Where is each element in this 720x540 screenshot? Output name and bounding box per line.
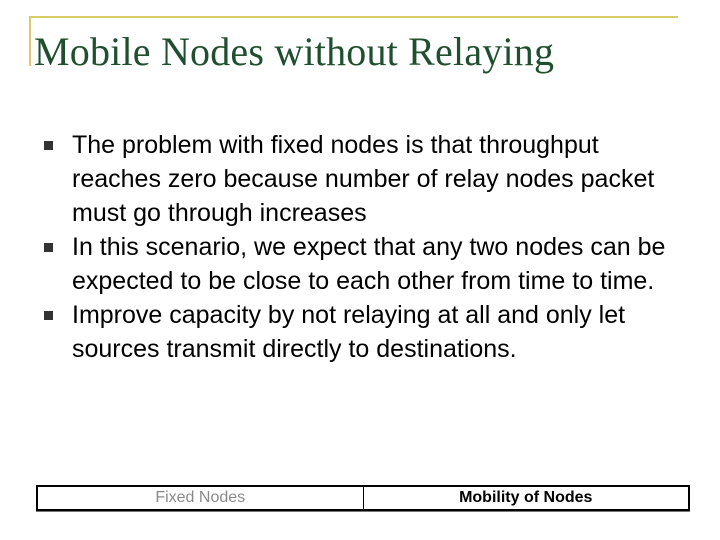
bullet-item-2 <box>40 230 680 298</box>
bullet-text-2: In this scenario, we expect that any two nodes can be expected to be close to each other from time to time. <box>72 233 666 295</box>
square-bullet-icon <box>44 311 53 320</box>
bullet-item-3 <box>40 298 680 366</box>
section-nav-bar <box>36 485 690 511</box>
bullet-item-1 <box>40 128 680 230</box>
square-bullet-icon <box>44 141 53 150</box>
bullet-text-1: The problem with fixed nodes is that throughput reaches zero because number of relay nodes packet must go through increases <box>72 131 655 227</box>
fixed-nodes-link[interactable]: Fixed Nodes <box>155 489 246 506</box>
title-frame-top-line <box>29 16 678 18</box>
slide-title: Mobile Nodes without Relaying <box>34 29 555 74</box>
title-frame-left-line <box>29 16 31 66</box>
square-bullet-icon <box>44 243 53 252</box>
bullet-text-3: Improve capacity by not relaying at all and only let sources transmit directly to destinations. <box>72 301 626 363</box>
mobility-of-nodes-link[interactable]: Mobility of Nodes <box>363 487 689 509</box>
bullet-list <box>40 128 680 366</box>
